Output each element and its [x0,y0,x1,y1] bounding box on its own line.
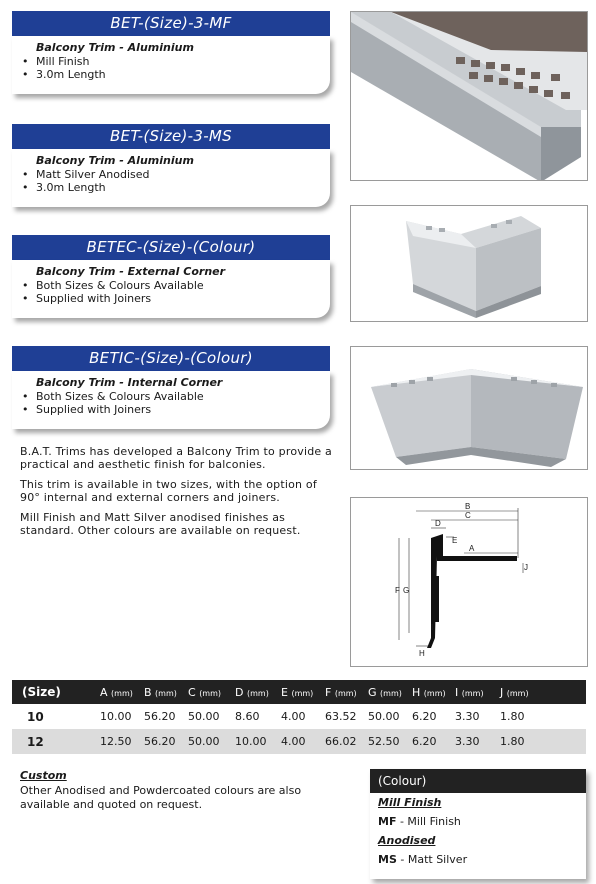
product-card-body [12,149,330,207]
table-cell: 3.30 [455,704,500,729]
product-code-title: BETIC-(Size)-(Colour) [12,346,330,371]
table-header-row [12,680,586,704]
product-code-title: BET-(Size)-3-MS [12,124,330,149]
column-header-j: J (mm) [500,680,586,704]
product-code-title: BET-(Size)-3-MF [12,11,330,36]
product-code-title: BETEC-(Size)-(Colour) [12,235,330,260]
intro-paragraph: B.A.T. Trims has developed a Balcony Trim to provide a practical and aesthetic finish for balconies. [20,445,333,471]
table-cell: 1.80 [500,729,586,754]
internal-corner-illustration [351,347,588,470]
table-cell: 12.50 [100,729,144,754]
product-subtitle: Balcony Trim - External Corner [36,265,226,278]
bullet-item: • Supplied with Joiners [22,403,322,416]
diagram-label-g: G [403,586,410,595]
column-header-a: A (mm) [100,680,144,704]
straight-trim-illustration [351,12,588,181]
bullet-item: • Both Sizes & Colours Available [22,279,322,292]
custom-heading: Custom [20,769,67,782]
product-bullets [22,168,322,194]
product-bullets [22,55,322,81]
table-cell: 66.02 [325,729,368,754]
mill-finish-option [370,812,586,831]
bullet-item: • 3.0m Length [22,68,322,81]
bullet-item: • Mill Finish [22,55,322,68]
table-cell: 1.80 [500,704,586,729]
bullet-item: • Both Sizes & Colours Available [22,390,322,403]
dimensions-table [12,680,586,754]
straight-trim-image [350,11,588,181]
column-header-g: G (mm) [368,680,412,704]
external-corner-illustration [351,206,588,322]
product-card-betec [12,235,330,318]
product-subtitle: Balcony Trim - Internal Corner [36,376,223,389]
table-cell: 56.20 [144,704,188,729]
diagram-label-j: J [524,563,528,572]
colour-desc: - Mill Finish [399,815,461,828]
product-card-body [12,371,330,429]
product-card-bet-ms [12,124,330,207]
table-cell: 56.20 [144,729,188,754]
matt-silver-option [370,850,586,869]
table-cell: 50.00 [188,704,235,729]
diagram-label-e: E [452,536,458,545]
diagram-label-i: I [431,623,434,632]
bullet-item: • Matt Silver Anodised [22,168,322,181]
product-card-body [12,36,330,94]
product-subtitle: Balcony Trim - Aluminium [36,41,194,54]
column-header-c: C (mm) [188,680,235,704]
colour-header: (Colour) [370,769,586,793]
external-corner-image [350,205,588,322]
custom-text: Other Anodised and Powdercoated colours are also available and quoted on request. [20,784,302,811]
product-subtitle: Balcony Trim - Aluminium [36,154,194,167]
product-card-bet-mf [12,11,330,94]
diagram-label-b: B [465,502,471,511]
table-cell: 4.00 [281,729,325,754]
colour-desc: - Matt Silver [400,853,468,866]
diagram-label-d: D [435,519,441,528]
size-column-header: (Size) [12,680,100,704]
size-cell: 12 [12,729,100,754]
diagram-label-f: F [395,586,400,595]
colour-code: MF [378,815,397,828]
table-cell: 6.20 [412,729,455,754]
product-card-betic [12,346,330,429]
product-bullets [22,390,322,416]
column-header-f: F (mm) [325,680,368,704]
diagram-label-a: A [469,544,475,553]
column-header-e: E (mm) [281,680,325,704]
column-header-h: H (mm) [412,680,455,704]
product-card-body [12,260,330,318]
colour-code: MS [378,853,397,866]
intro-paragraph: This trim is available in two sizes, with the option of 90° internal and external corners and joiners. [20,478,317,504]
table-row [12,704,586,729]
table-cell: 6.20 [412,704,455,729]
internal-corner-image [350,346,588,470]
column-header-i: I (mm) [455,680,500,704]
table-cell: 10.00 [100,704,144,729]
profile-diagram [350,497,588,667]
column-header-b: B (mm) [144,680,188,704]
size-cell: 10 [12,704,100,729]
profile-dimension-drawing [351,498,588,667]
table-cell: 63.52 [325,704,368,729]
colour-options-box [370,769,586,879]
table-row [12,729,586,754]
bullet-item: • 3.0m Length [22,181,322,194]
diagram-label-c: C [465,511,471,520]
table-cell: 8.60 [235,704,281,729]
intro-paragraph: Mill Finish and Matt Silver anodised finishes as standard. Other colours are available on request. [20,511,301,537]
anodised-heading: Anodised [378,834,436,847]
diagram-label-h: H [419,649,425,658]
column-header-d: D (mm) [235,680,281,704]
table-cell: 52.50 [368,729,412,754]
table-cell: 3.30 [455,729,500,754]
bullet-item: • Supplied with Joiners [22,292,322,305]
table-cell: 10.00 [235,729,281,754]
table-cell: 4.00 [281,704,325,729]
table-cell: 50.00 [188,729,235,754]
table-cell: 50.00 [368,704,412,729]
product-bullets [22,279,322,305]
mill-finish-heading: Mill Finish [378,796,442,809]
